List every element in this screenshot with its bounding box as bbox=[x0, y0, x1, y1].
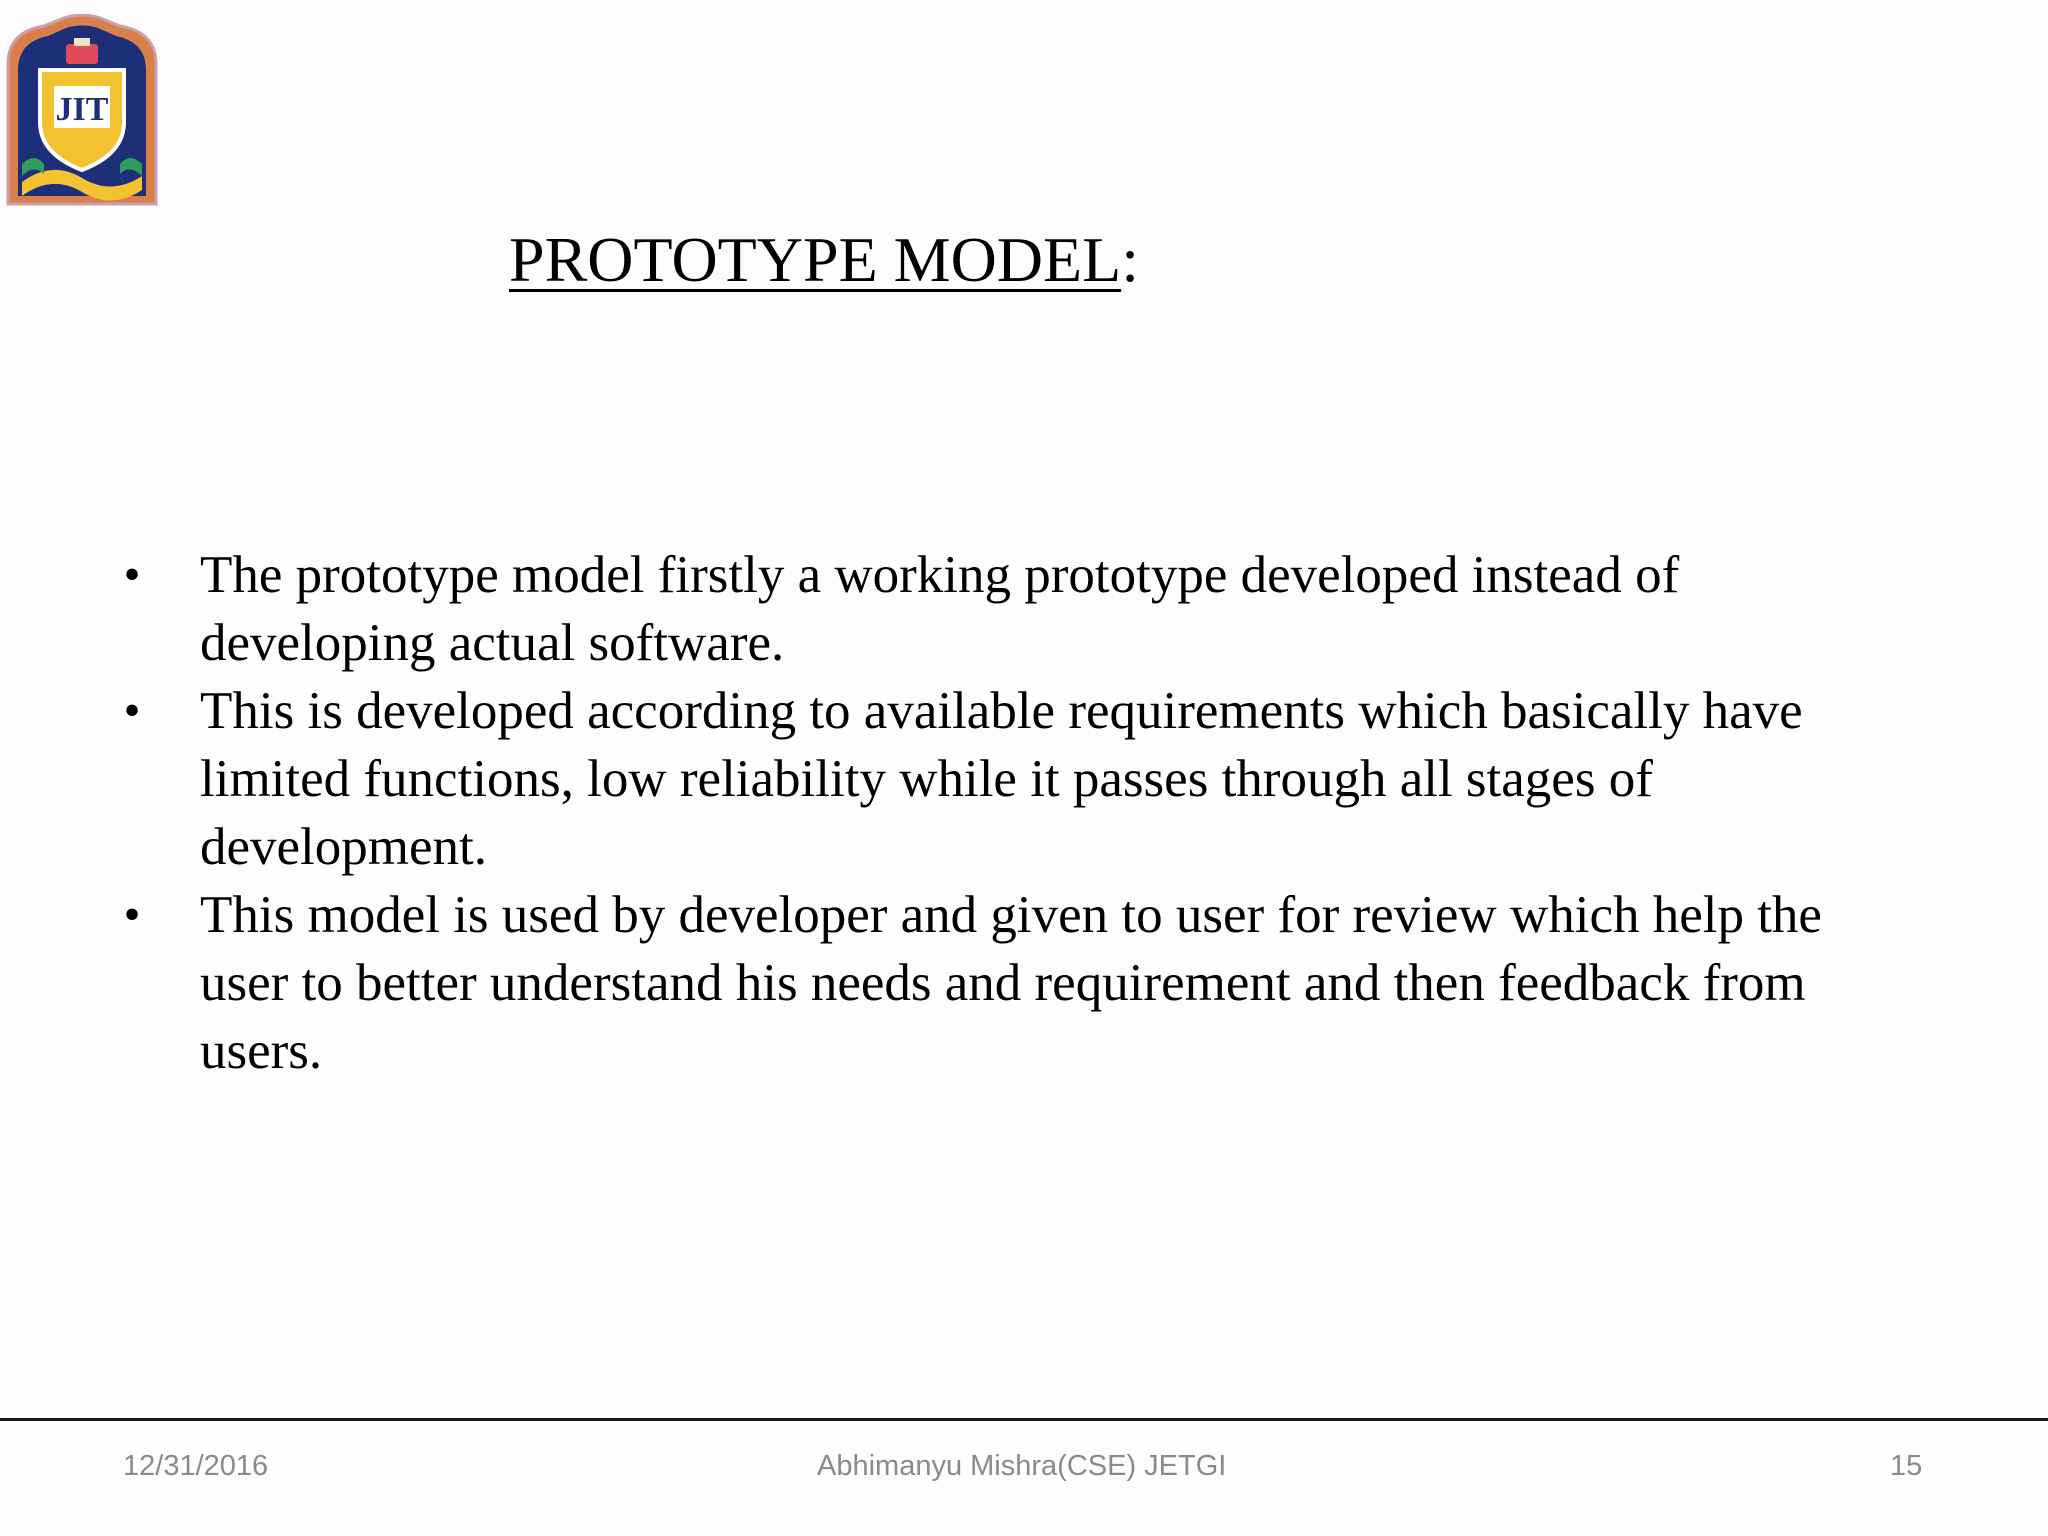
bullet-text: This is developed according to available requirements which basically have limited functions, low reliability while it passes through all stages of development. bbox=[200, 682, 1803, 876]
bullet-icon: • bbox=[123, 548, 141, 601]
bullet-text: This model is used by developer and given to user for review which help the user to better understand his needs and requirement and then feedback from users. bbox=[200, 886, 1822, 1080]
page-number: 15 bbox=[1890, 1450, 1923, 1482]
slide-title bbox=[509, 224, 1139, 295]
bullet-icon: • bbox=[123, 684, 141, 737]
footer-author: Abhimanyu Mishra(CSE) JETGI bbox=[817, 1450, 1227, 1482]
institute-logo bbox=[4, 14, 160, 208]
bullet-icon: • bbox=[123, 888, 141, 941]
svg-text:JIT: JIT bbox=[55, 91, 109, 128]
bullet-item bbox=[120, 881, 1840, 1085]
footer-divider bbox=[0, 1418, 2048, 1421]
slide-title-text: PROTOTYPE MODEL bbox=[509, 224, 1122, 295]
footer-date: 12/31/2016 bbox=[123, 1450, 269, 1482]
bullet-item bbox=[120, 541, 1840, 677]
bullet-item bbox=[120, 677, 1840, 881]
bullet-text: The prototype model firstly a working prototype developed instead of developing actual software. bbox=[200, 546, 1680, 672]
bullet-list bbox=[120, 541, 1840, 1085]
slide-title-colon: : bbox=[1121, 224, 1139, 295]
